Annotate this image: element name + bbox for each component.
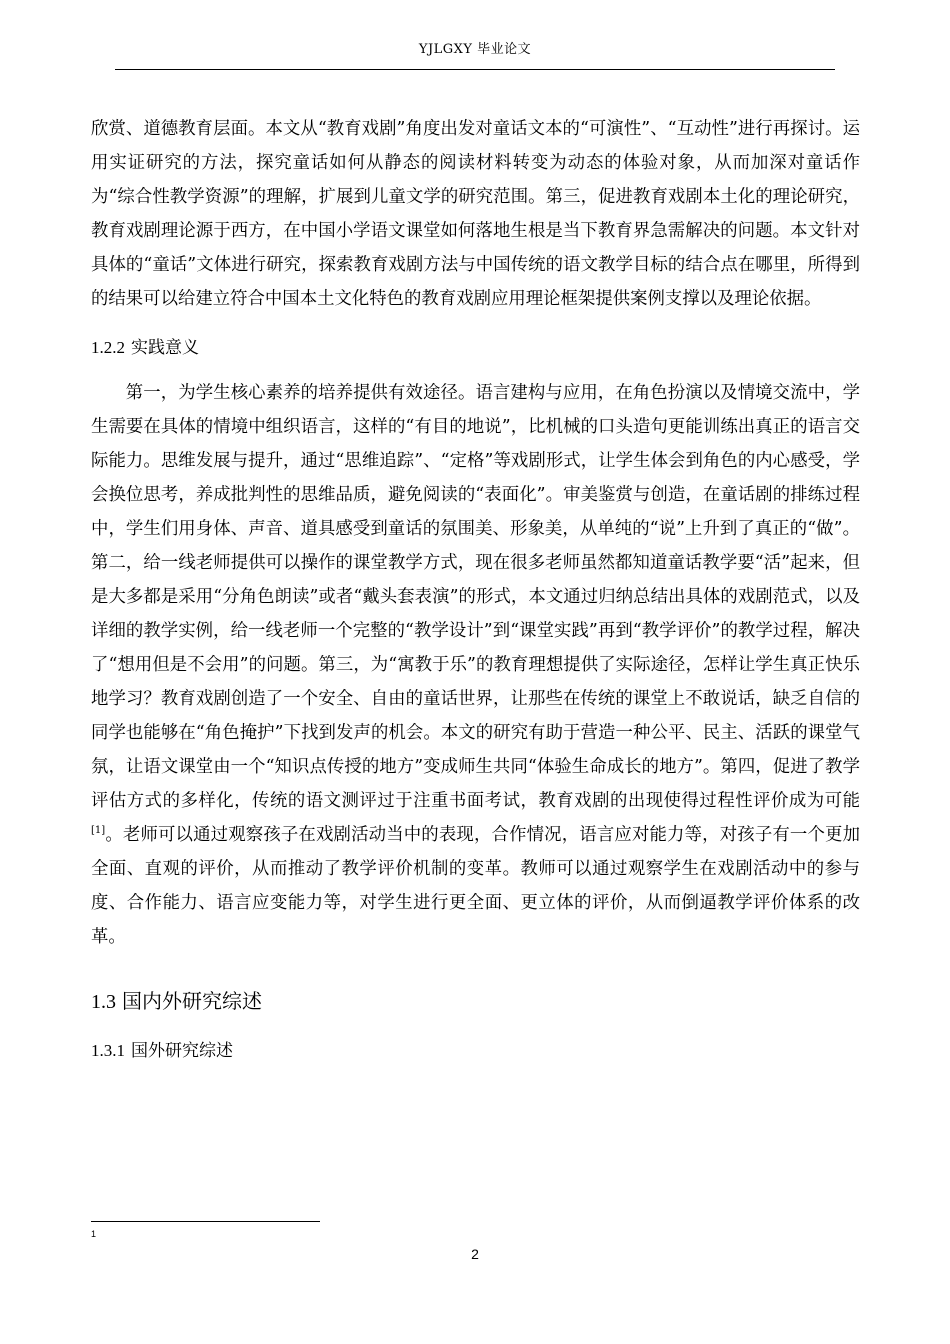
document-body xyxy=(91,112,860,1068)
heading-number: 1.3 xyxy=(91,991,116,1013)
header-divider xyxy=(115,69,835,70)
paragraph-theoretical-significance: 欣赏、道德教育层面。本文从“教育戏剧”角度出发对童话文本的“可演性”、“互动性”进行再探讨。运用实证研究的方法，探究童话如何从静态的阅读材料转变为动态的体验对象，从而加深对童话作为“综合性教学资源”的理解，扩展到儿童文学的研究范围。第三，促进教育戏剧本土化的理论研究，教育戏剧理论源于西方，在中国小学语文课堂如何落地生根是当下教育界急需解决的问题。本文针对具体的“童话”文体进行研究，探索教育戏剧方法与中国传统的语文教学目标的结合点在哪里，所得到的结果可以给建立符合中国本土文化特色的教育戏剧应用理论框架提供案例支撑以及理论依据。 xyxy=(91,119,860,309)
heading-title: 实践意义 xyxy=(131,338,199,358)
paragraph-text: 第一，为学生核心素养的培养提供有效途径。语言建构与应用，在角色扮演以及情境交流中，学生需要在具体的情境中组织语言，这样的“有目的地说”，比机械的口头造句更能训练出真正的语言交际能力。思维发展与提升，通过“思维追踪”、“定格”等戏剧形式，让学生体会到角色的内心感受，学会换位思考，养成批判性的思维品质，避免阅读的“表面化”。审美鉴赏与创造，在童话剧的排练过程中，学生们用身体、声音、道具感受到童话的氛围美、形象美，从单纯的“说”上升到了真正的“做”。第二，给一线老师提供可以操作的课堂教学方式，现在很多老师虽然都知道童话教学要“活”起来，但是大多都是采用“分角色朗读”或者“戴头套表演”的形式，本文通过归纳总结出具体的戏剧范式，以及详细的教学实例，给一线老师一个完整的“教学设计”到“课堂实践”再到“教学评价”的教学过程，解决了“想用但是不会用”的问题。第三，为“寓教于乐”的教育理想提供了实际途径，怎样让学生真正快乐地学习？教育戏剧创造了一个安全、自由的童话世界，让那些在传统的课堂上不敢说话，缺乏自信的同学也能够在“角色掩护”下找到发声的机会。本文的研究有助于营造一种公平、民主、活跃的课堂气氛，让语文课堂由一个“知识点传授的地方”变成师生共同“体验生命成长的地方”。第四，促进了教学评估方式的多样化，传统的语文测评过于注重书面考试，教育戏剧的出现使得过程性评价成为可能 xyxy=(91,383,860,811)
heading-title: 国内外研究综述 xyxy=(122,989,262,1013)
heading-number: 1.2.2 xyxy=(91,338,125,357)
heading-title: 国外研究综述 xyxy=(131,1041,233,1061)
page-number: 2 xyxy=(471,1246,479,1262)
citation-ref[interactable]: [1] xyxy=(91,825,106,836)
heading-1-3 xyxy=(91,984,860,1019)
heading-number: 1.3.1 xyxy=(91,1041,125,1060)
paragraph-text-continued: 。老师可以通过观察孩子在戏剧活动当中的表现，合作情况，语言应对能力等，对孩子有一个更加全面、直观的评价，从而推动了教学评价机制的变革。教师可以通过观察学生在戏剧活动中的参与度、合作能力、语言应变能力等，对学生进行更全面、更立体的评价，从而倒逼教学评价体系的改革。 xyxy=(91,825,860,947)
heading-1-3-1 xyxy=(91,1034,860,1068)
page-header: YJLGXY 毕业论文 xyxy=(418,42,532,57)
heading-1-2-2 xyxy=(91,331,860,365)
footnote-divider xyxy=(91,1221,320,1222)
paragraph-practical-significance xyxy=(91,376,860,954)
footnote-mark: 1 xyxy=(91,1229,97,1239)
